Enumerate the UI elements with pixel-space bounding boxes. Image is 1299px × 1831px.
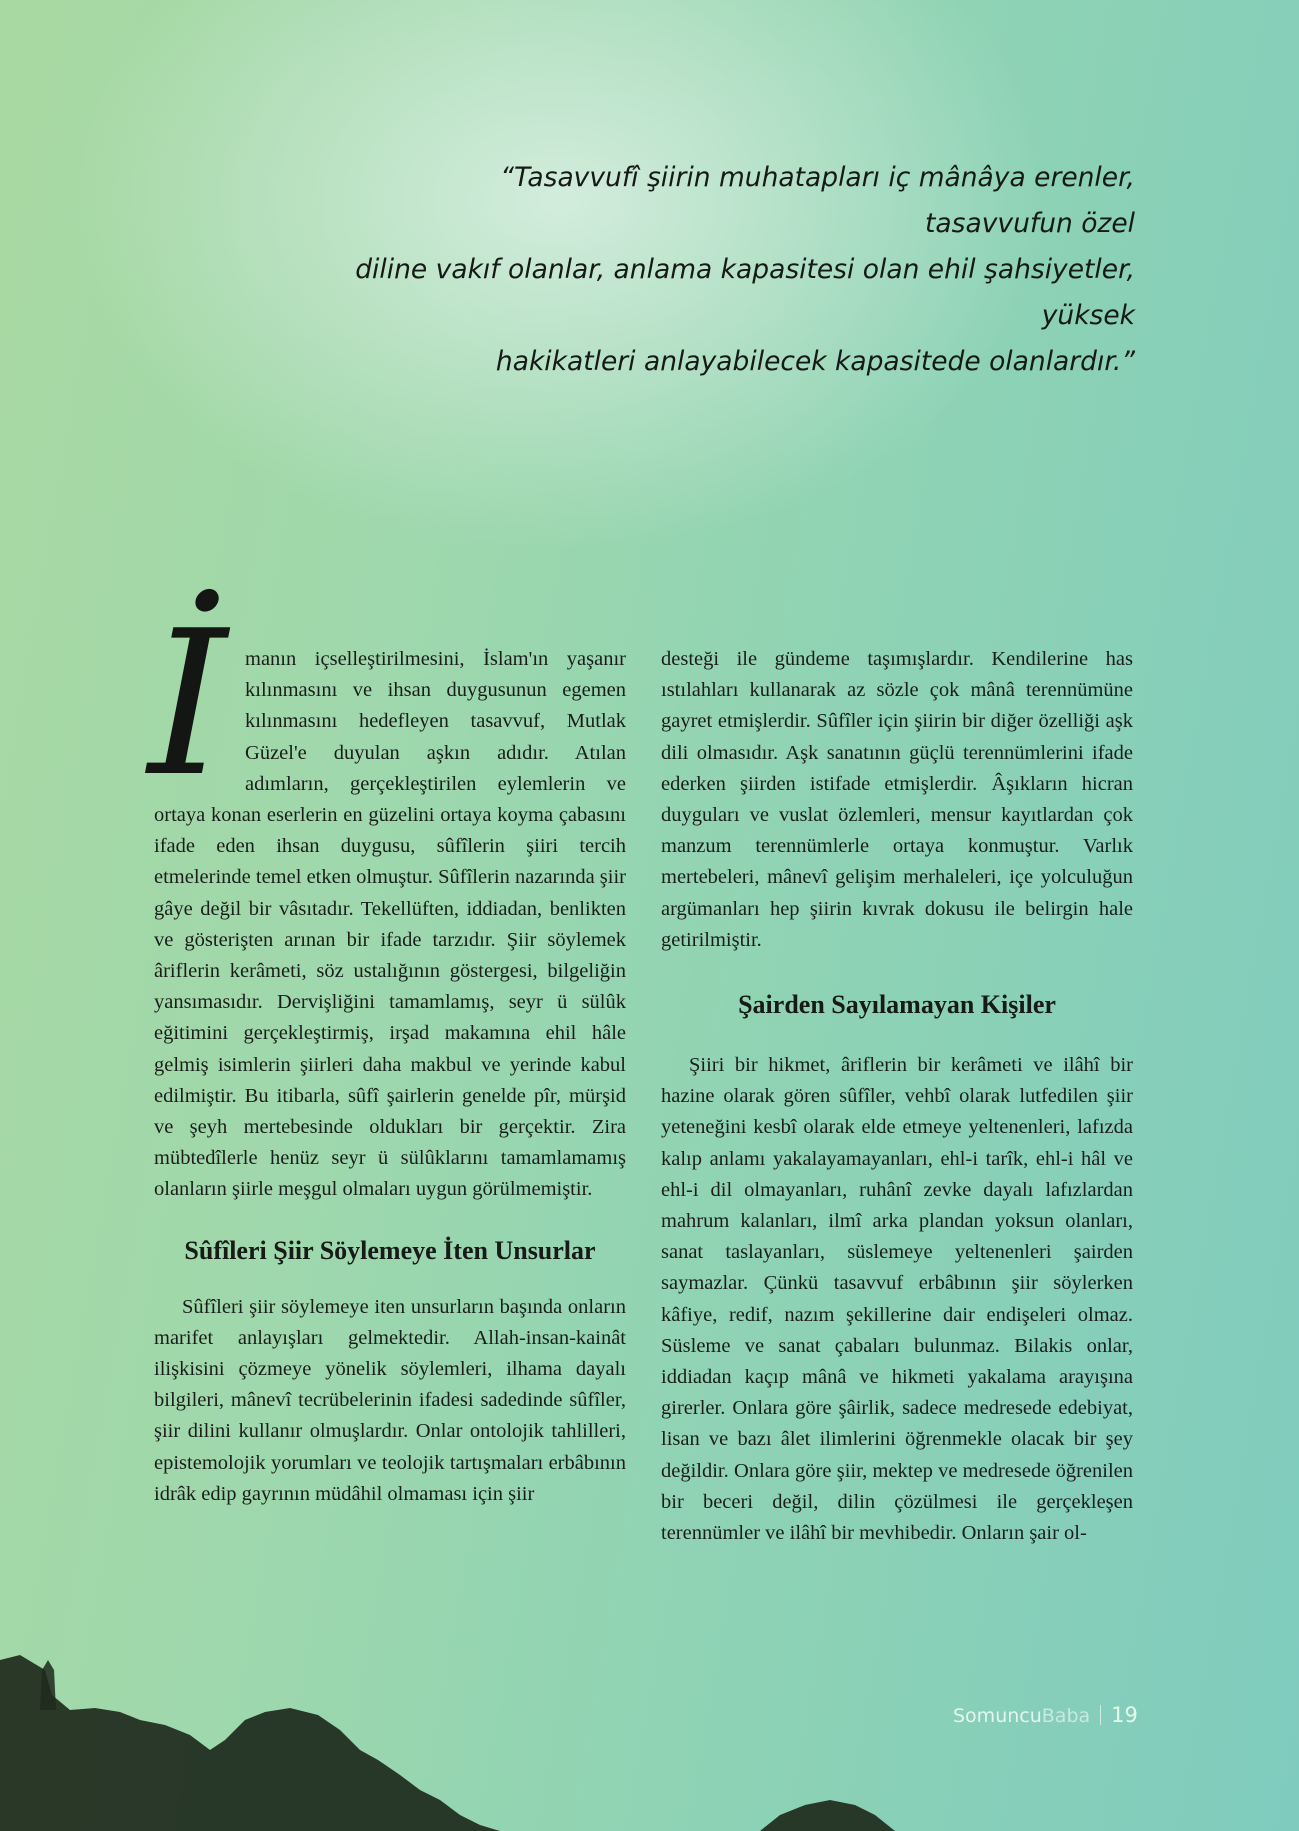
page-number: 19: [1111, 1703, 1138, 1727]
pull-quote: [355, 155, 1135, 385]
footer-divider: [1100, 1705, 1101, 1725]
pull-quote-line-1: “Tasavvufî şiirin muhatapları iç mânâya erenler, tasavvufun özel: [500, 162, 1135, 239]
drop-cap: İ: [148, 588, 228, 821]
page-footer: [953, 1703, 1138, 1727]
brand-name-part2: Baba: [1041, 1705, 1091, 1727]
right-column: [661, 644, 1133, 1549]
brand-name-part1: Somuncu: [953, 1705, 1042, 1727]
left-column: [148, 588, 626, 1510]
body-paragraph: desteği ile gündeme taşımışlardır. Kendilerine has ıstılahları kullanarak az sözle çok mânâ terennümüne gayret etmişlerdir. Sûfîler için şiirin bir diğer özelliği aşk dili olmasıdır. Aşk sanatının güçlü terennümlerini ifade ederken şiirden istifade etmişlerdir. Âşıkların hicran duyguları ve vuslat özlemleri, mensur kayıtlardan çok manzum terennümlerle ortaya konmuştur. Varlık mertebeleri, mânevî gelişim merhaleleri, içe yolculuğun argümanları hep şiirin kıvrak dokusu ile belirgin hale getirilmiştir.: [661, 648, 1133, 951]
pull-quote-line-2: diline vakıf olanlar, anlama kapasitesi olan ehil şahsiyetler, yüksek: [355, 254, 1135, 331]
intro-paragraph: [148, 588, 626, 1206]
pull-quote-line-3: hakikatleri anlayabilecek kapasitede olanlardır.”: [495, 346, 1135, 377]
section-heading-non-poets: Şairden Sayılamayan Kişiler: [738, 990, 1056, 1020]
body-paragraph: Sûfîleri şiir söylemeye iten unsurların başında onların marifet anlayışları gelmektedir. Allah-insan-kainât ilişkisini çözmeye yönelik söylemleri, ilhama dayalı bilgileri, mânevî tecrübelerinin ifadesi sadedinde sûfîler, şiir dilini kullanır olmuşlardır. Onlar ontolojik tahlilleri, epistemolojik yorumları ve teolojik tartışmaları erbâbının idrâk edip gayrının müdâhil olmaması için şiir: [154, 1295, 626, 1505]
intro-text: manın içselleştirilmesini, İslam'ın yaşanır kılınmasını ve ihsan duygusunun egemen kılınmasını hedefleyen tasavvuf, Mutlak Güzel'e duyulan aşkın adıdır. Atılan adımların, gerçekleştirilen eylemlerin ve ortaya konan eserlerin en güzelini ortaya koyma çabasını ifade eden ihsan duygusu, sûfîlerin şiiri tercih etmelerinde temel etken olmuştur. Sûfîlerin nazarında şiir gâye değil bir vâsıtadır. Tekellüften, iddiadan, benlikten ve gösterişten arınan bir ifade tarzıdır. Şiir söylemek âriflerin kerâmeti, söz ustalığının göstergesi, bilgeliğin yansımasıdır. Dervişliğini tamamlamış, seyr ü sülûk eğitimini gerçekleştirmiş, irşad makamına ehil hâle gelmiş isimlerin şiirleri daha makbul ve yerinde kabul edilmiştir. Bu itibarla, sûfî şairlerin genelde pîr, mürşid ve şeyh mertebesinde oldukları bir gerçektir. Zira mübtedîlerle henüz seyr ü sülûklarını tamamlamamış olanların şiirle meşgul olmaları uygun görülmemiştir.: [154, 648, 626, 1201]
brand-logo: [953, 1705, 1090, 1727]
body-paragraph: Şiiri bir hikmet, âriflerin bir kerâmeti ve ilâhî bir hazine olarak gören sûfîler, vehbî olarak lutfedilen şiir yeteneğini kesbî olarak elde etmeye yeltenenleri, lafızda kalıp anlamı yakalayamayanları, ehl-i tarîk, ehl-i hâl ve ehl-i dil olmayanları, ruhânî zevke dayalı lafızlardan mahrum kalanları, ilmî arka plandan yoksun olanları, sanat taslayanları, süslemeye yeltenenleri şairden saymazlar. Çünkü tasavvuf erbâbının şiir söylerken kâfiye, redif, nazım şekillerine dair endişeleri olmaz. Süsleme ve sanat çabaları bulunmaz. Bilakis onlar, iddiadan kaçıp mânâ ve hikmeti yakalama arayışına girerler. Onlara göre şâirlik, sadece medresede edebiyat, lisan ve bazı âlet ilimlerini öğrenmekle olacak bir şey değildir. Onlara göre şiir, mektep ve medresede öğrenilen bir beceri değil, dilin çözülmesi ile gerçekleşen terennümler ve ilâhî bir mevhibedir. Onların şair ol-: [661, 1054, 1133, 1545]
section-heading-sufi-poetry: Sûfîleri Şiir Söylemeye İten Unsurlar: [184, 1235, 596, 1265]
